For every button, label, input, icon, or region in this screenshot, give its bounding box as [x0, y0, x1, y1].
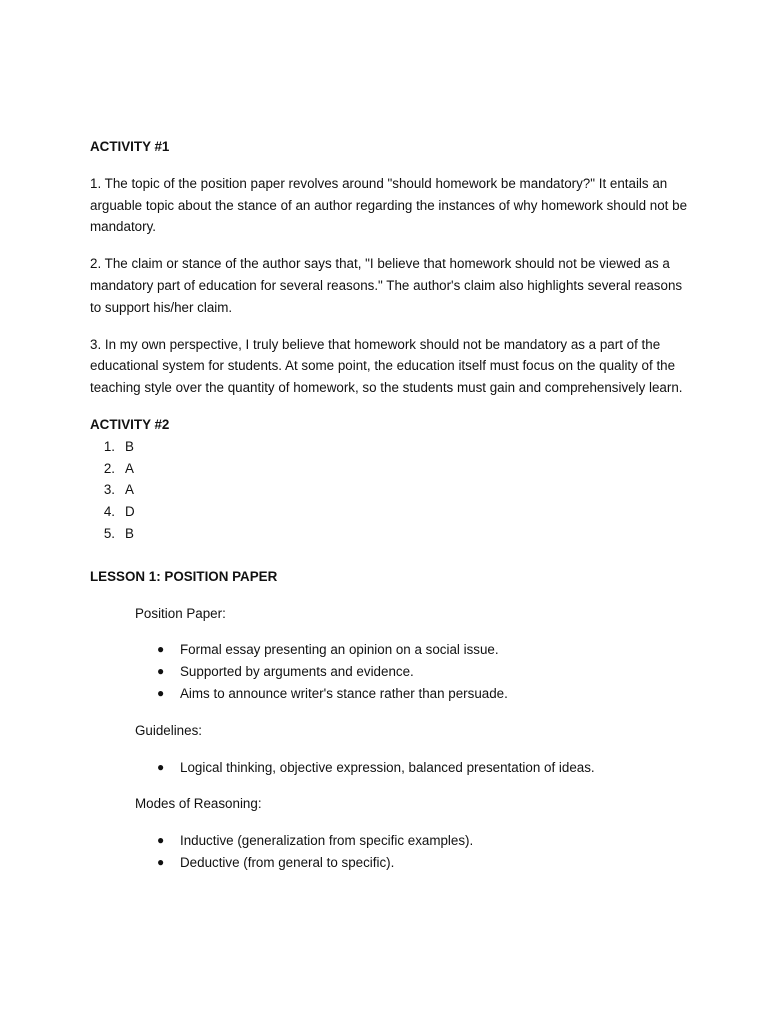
list-item — [157, 852, 690, 874]
answer-value: A — [125, 460, 134, 476]
answer-item — [90, 501, 690, 523]
activity1-heading: ACTIVITY #1 — [90, 139, 170, 154]
answer-number: 4. — [103, 504, 115, 520]
modes-of-reasoning-label: Modes of Reasoning: — [135, 796, 262, 812]
activity1-paragraph-3: 3. In my own perspective, I truly believe that homework should not be mandatory as a part of the educational system for students. At some point, the education itself must focus on the quality of the teaching style over the quantity of homework, so the students must gain and comprehensively learn. — [90, 336, 683, 396]
answer-value: B — [125, 438, 134, 454]
modes-of-reasoning-list — [135, 830, 690, 874]
list-item-text: Deductive (from general to specific). — [180, 854, 395, 870]
answer-item — [90, 458, 690, 480]
position-paper-list — [135, 639, 690, 704]
answer-number: 1. — [103, 438, 115, 454]
list-item-text: Formal essay presenting an opinion on a social issue. — [180, 642, 499, 658]
answer-value: D — [125, 504, 135, 520]
guidelines-list — [135, 757, 690, 779]
guidelines-label: Guidelines: — [135, 722, 202, 738]
lesson1-heading: LESSON 1: POSITION PAPER — [90, 568, 278, 584]
answer-number: 2. — [103, 460, 115, 476]
list-item-text: Logical thinking, objective expression, balanced presentation of ideas. — [180, 759, 595, 775]
answer-item — [90, 436, 690, 458]
document-page — [90, 136, 690, 889]
answer-item — [90, 523, 690, 545]
list-item — [157, 757, 690, 779]
list-item-text: Inductive (generalization from specific examples). — [180, 833, 474, 849]
bullet-icon: ● — [157, 759, 165, 774]
bullet-icon: ● — [157, 685, 165, 700]
bullet-icon: ● — [157, 833, 165, 848]
answer-value: B — [125, 525, 134, 541]
activity2-heading: ACTIVITY #2 — [90, 416, 170, 432]
answer-item — [90, 479, 690, 501]
bullet-icon: ● — [157, 854, 165, 869]
lesson1-content — [135, 603, 690, 874]
activity1-paragraph-2: 2. The claim or stance of the author says that, "I believe that homework should not be viewed as a mandatory part of education for several reasons." The author's claim also highlights several reasons to support his/her claim. — [90, 256, 683, 315]
activity1-paragraph-1: 1. The topic of the position paper revolves around "should homework be mandatory?" It entails an arguable topic about the stance of an author regarding the instances of why homework should not be mandatory. — [90, 175, 688, 235]
activity2-answer-list — [90, 436, 690, 545]
list-item-text: Aims to announce writer's stance rather than persuade. — [180, 685, 508, 701]
answer-value: A — [125, 482, 134, 498]
list-item — [157, 639, 690, 661]
list-item — [157, 683, 690, 705]
list-item — [157, 830, 690, 852]
position-paper-label: Position Paper: — [135, 605, 226, 621]
list-item-text: Supported by arguments and evidence. — [180, 664, 414, 680]
answer-number: 5. — [103, 525, 115, 541]
answer-number: 3. — [103, 482, 115, 498]
bullet-icon: ● — [157, 642, 165, 657]
list-item — [157, 661, 690, 683]
bullet-icon: ● — [157, 664, 165, 679]
